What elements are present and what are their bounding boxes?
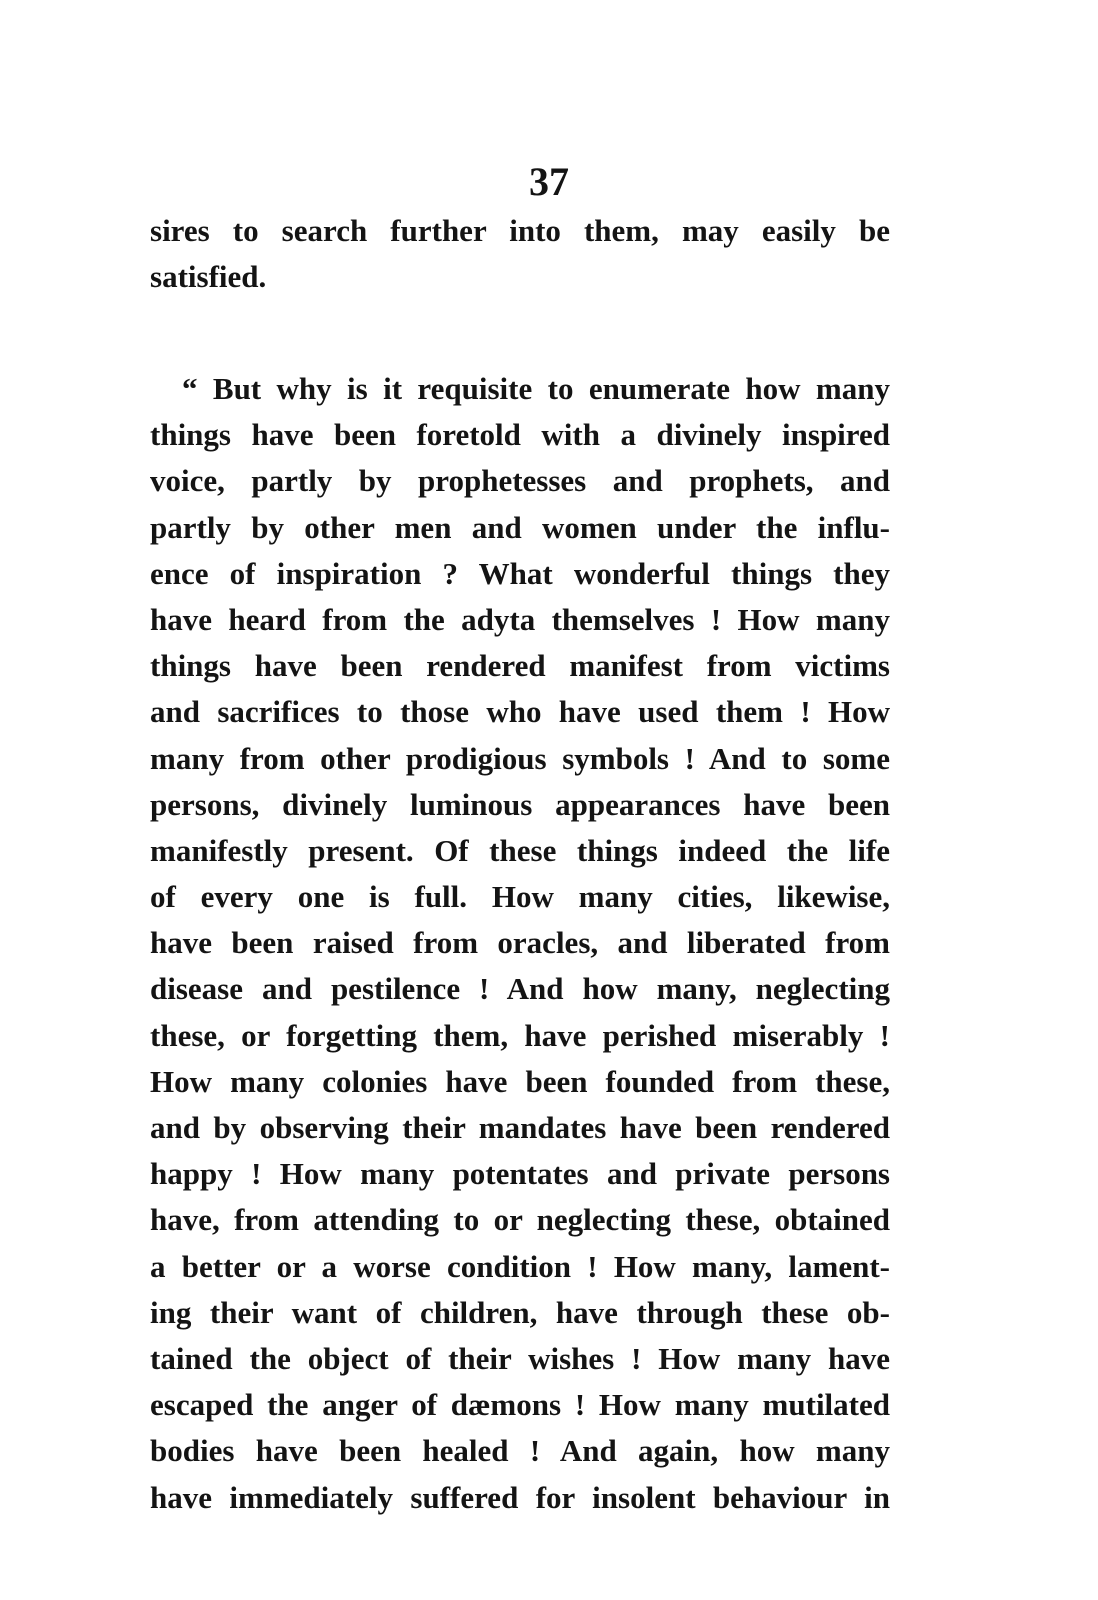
text-line: ence of inspiration ? What wonderful things they <box>150 555 890 591</box>
text-line: things have been foretold with a divinely inspired <box>150 417 890 453</box>
text-line: “ But why is it requisite to enumerate how many <box>182 371 890 406</box>
text-line: escaped the anger of dæmons ! How many mutilated <box>150 1387 890 1423</box>
text-line: a better or a worse condition ! How many, lament- <box>150 1248 890 1284</box>
text-line: happy ! How many potentates and private persons <box>150 1156 890 1192</box>
text-line: and sacrifices to those who have used them ! How <box>150 694 890 730</box>
text-line: voice, partly by prophetesses and prophets, and <box>150 463 890 499</box>
text-line: persons, divinely luminous appearances have been <box>150 786 890 822</box>
text-line: disease and pestilence ! And how many, neglecting <box>150 971 890 1007</box>
text-line: manifestly present. Of these things indeed the life <box>150 832 890 868</box>
text-line: many from other prodigious symbols ! And to some <box>150 740 890 776</box>
text-line: have been raised from oracles, and liberated from <box>150 925 890 961</box>
paragraph-quotation <box>150 366 890 1521</box>
text-line: bodies have been healed ! And again, how many <box>150 1433 890 1469</box>
text-line: sires to search further into them, may easily be <box>150 213 890 248</box>
text-line: ing their want of children, have through these ob- <box>150 1294 890 1330</box>
text-line: things have been rendered manifest from victims <box>150 648 890 684</box>
page-number: 37 <box>529 159 569 204</box>
paragraph-continuation <box>150 208 890 300</box>
text-line: and by observing their mandates have been rendered <box>150 1110 890 1145</box>
text-line: partly by other men and women under the influ- <box>150 509 890 545</box>
text-line: tained the object of their wishes ! How many have <box>150 1340 890 1376</box>
text-line: satisfied. <box>150 259 267 295</box>
text-line: of every one is full. How many cities, likewise, <box>150 879 890 915</box>
text-line: have heard from the adyta themselves ! How many <box>150 601 890 637</box>
text-line: these, or forgetting them, have perished miserably ! <box>150 1017 890 1053</box>
text-line: have, from attending to or neglecting these, obtained <box>150 1202 890 1238</box>
text-line: have immediately suffered for insolent behaviour in <box>150 1479 890 1515</box>
text-line: How many colonies have been founded from these, <box>150 1063 890 1099</box>
